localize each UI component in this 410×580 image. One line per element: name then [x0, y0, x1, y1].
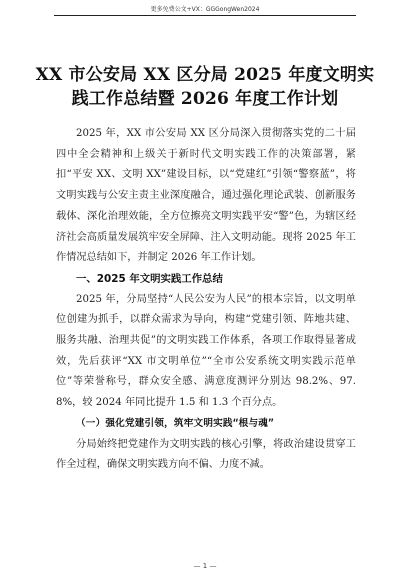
subsection-heading: （一）强化党建引领，筑牢文明实践“根与魂” — [76, 417, 275, 429]
subsection-paragraph: 分局始终把党建作为文明实践的核心引擎，将政治建设贯穿工作全过程，确保文明实践方向不偏、力度不减。 — [56, 438, 356, 471]
page-number: — 1 — — [193, 562, 217, 570]
title-line-2: 践工作总结暨 2026 年度工作计划 — [71, 89, 339, 109]
section-paragraph: 2025 年，分局坚持“人民公安为人民”的根本宗旨，以文明单位创建为抓手，以群众需求为导向，构建“党建引领、阵地共建、服务共融、治理共促”的文明实践工作体系，各项工作取得显著成效，先后获评“XX 市文明单位”“全市公安系统文明实践示范单位”等荣誉称号，群众安全感、满意度测评分别达 98.2%、97.8%，较 2024 年同比提升 1.5 和 1.3 个百分点。 — [56, 293, 356, 409]
title-line-1: XX 市公安局 XX 区分局 2025 年度文明实 — [35, 65, 375, 85]
header-divider — [54, 15, 356, 16]
intro-paragraph: 2025 年，XX 市公安局 XX 区分局深入贯彻落实党的二十届四中全会精神和上级关于新时代文明实践工作的决策部署，紧扣“平安 XX、文明 XX”建设目标，以“党建红”引领“警察蓝”，将文明实践与公安主责主业深度融合，通过强化理论武装、创新服务载体、深化治理效能，全方位擦亮文明实践平安“警”色，为辖区经济社会高质量发展筑牢安全屏障、注入文明动能。现将 2025 年工作情况总结如下，并制定 2026 年工作计划。 — [56, 128, 356, 264]
header-note: 更多免费公文+VX：GGGongWen2024 — [150, 6, 260, 13]
document-title — [30, 63, 380, 111]
document-body — [56, 124, 356, 476]
section-heading: 一、2025 年文明实践工作总结 — [76, 272, 223, 285]
